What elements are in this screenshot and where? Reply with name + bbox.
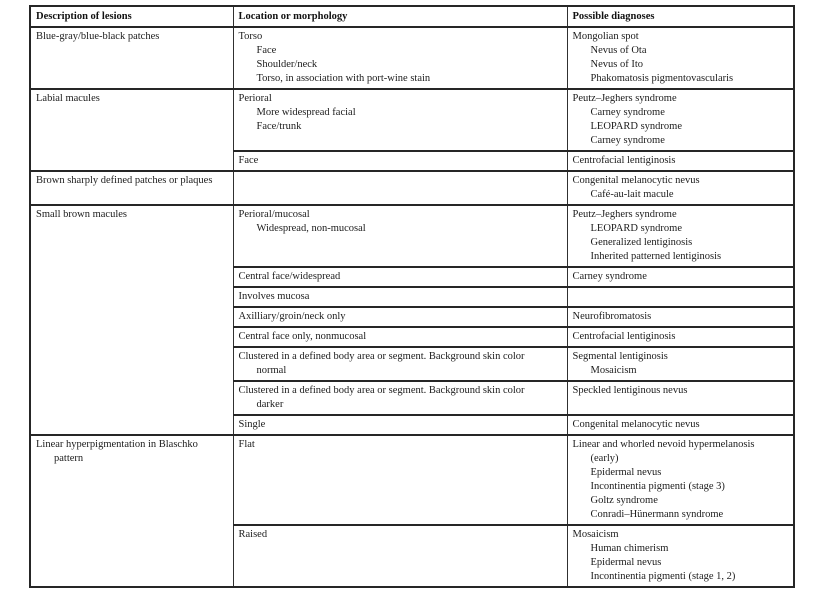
diagnoses-cell <box>567 89 794 151</box>
table-row <box>30 171 794 205</box>
cell-line: Human chimerism <box>590 543 669 554</box>
table-row <box>30 435 794 525</box>
cell-line: Congenital melanocytic nevus <box>572 419 700 430</box>
cell-line: More widespread facial <box>256 107 356 118</box>
cell-line: Clustered in a defined body area or segment. Background skin color <box>238 385 525 396</box>
cell-line: Carney syndrome <box>572 271 647 282</box>
location-cell <box>233 327 567 347</box>
cell-line: Phakomatosis pigmentovascularis <box>590 73 734 84</box>
description-cell <box>30 435 233 587</box>
cell-line: Torso <box>238 31 263 42</box>
cell-line: normal <box>256 365 287 376</box>
cell-line: Involves mucosa <box>238 291 310 302</box>
cell-line: Flat <box>238 439 255 450</box>
cell-line: Mongolian spot <box>572 31 639 42</box>
diagnoses-cell <box>567 205 794 267</box>
cell-line: Brown sharply defined patches or plaques <box>36 175 213 186</box>
cell-line: Axilliary/groin/neck only <box>238 311 346 322</box>
cell-line: Face <box>238 155 259 166</box>
cell-line: Peutz–Jeghers syndrome <box>572 93 677 104</box>
location-cell <box>233 205 567 267</box>
cell-line: Clustered in a defined body area or segment. Background skin color <box>238 351 525 362</box>
table-row <box>30 205 794 267</box>
cell-line: Nevus of Ota <box>590 45 647 56</box>
cell-line: Centrofacial lentiginosis <box>572 155 676 166</box>
cell-line: Nevus of Ito <box>590 59 643 70</box>
cell-line: Torso, in association with port-wine stain <box>256 73 431 84</box>
cell-line: LEOPARD syndrome <box>590 121 682 132</box>
cell-line: Conradi–Hünermann syndrome <box>590 509 724 520</box>
cell-line: Carney syndrome <box>590 107 665 118</box>
description-cell <box>30 89 233 171</box>
cell-line: pattern <box>54 453 84 464</box>
cell-line: Mosaicism <box>572 529 619 540</box>
cell-line: Congenital melanocytic nevus <box>572 175 700 186</box>
cell-line: Shoulder/neck <box>256 59 318 70</box>
cell-line: Blue-gray/blue-black patches <box>36 31 160 42</box>
location-cell <box>233 151 567 171</box>
diagnoses-cell <box>567 327 794 347</box>
diagnoses-cell <box>567 267 794 287</box>
diagnoses-cell <box>567 307 794 327</box>
col-header-description: Description of lesions <box>30 6 233 27</box>
cell-line: (early) <box>590 453 619 464</box>
cell-line: darker <box>256 399 284 410</box>
cell-line: Face/trunk <box>256 121 302 132</box>
cell-line: Widespread, non-mucosal <box>256 223 366 234</box>
cell-line: Linear hyperpigmentation in Blaschko <box>36 439 198 450</box>
cell-line: Face <box>256 45 277 56</box>
diagnoses-cell <box>567 347 794 381</box>
header-row <box>30 6 794 27</box>
col-header-location: Location or morphology <box>233 6 567 27</box>
location-cell <box>233 171 567 205</box>
diagnoses-cell <box>567 435 794 525</box>
diagnoses-cell <box>567 381 794 415</box>
table-row <box>30 89 794 151</box>
location-cell <box>233 381 567 415</box>
diagnoses-cell <box>567 287 794 307</box>
cell-line: Central face/widespread <box>238 271 341 282</box>
location-cell <box>233 27 567 89</box>
cell-line: Linear and whorled nevoid hypermelanosis <box>572 439 755 450</box>
diagnoses-cell <box>567 151 794 171</box>
table-body <box>30 27 794 587</box>
description-cell <box>30 171 233 205</box>
col-header-diagnoses: Possible diagnoses <box>567 6 794 27</box>
description-cell <box>30 205 233 435</box>
location-cell <box>233 347 567 381</box>
cell-line: Segmental lentiginosis <box>572 351 668 362</box>
cell-line: Incontinentia pigmenti (stage 1, 2) <box>590 571 736 582</box>
cell-line: Epidermal nevus <box>590 557 662 568</box>
cell-line: Peutz–Jeghers syndrome <box>572 209 677 220</box>
cell-line: Centrofacial lentiginosis <box>572 331 676 342</box>
description-cell <box>30 27 233 89</box>
cell-line: Goltz syndrome <box>590 495 658 506</box>
cell-line: Perioral/mucosal <box>238 209 310 220</box>
diagnoses-cell <box>567 27 794 89</box>
cell-line: Central face only, nonmucosal <box>238 331 367 342</box>
diagnoses-cell <box>567 525 794 587</box>
diagnoses-cell <box>567 415 794 435</box>
cell-line: Generalized lentiginosis <box>590 237 693 248</box>
location-cell <box>233 89 567 151</box>
location-cell <box>233 415 567 435</box>
lesion-diagnosis-table <box>29 5 795 588</box>
cell-line: Café-au-lait macule <box>590 189 674 200</box>
cell-line: Single <box>238 419 266 430</box>
cell-line: Neurofibromatosis <box>572 311 652 322</box>
location-cell <box>233 435 567 525</box>
cell-line: Small brown macules <box>36 209 127 220</box>
cell-line: Incontinentia pigmenti (stage 3) <box>590 481 725 492</box>
cell-line: LEOPARD syndrome <box>590 223 682 234</box>
diagnoses-cell <box>567 171 794 205</box>
cell-line: Raised <box>238 529 268 540</box>
cell-line: Epidermal nevus <box>590 467 662 478</box>
cell-line: Labial macules <box>36 93 100 104</box>
cell-line: Speckled lentiginous nevus <box>572 385 688 396</box>
cell-line: Inherited patterned lentiginosis <box>590 251 722 262</box>
cell-line: Mosaicism <box>590 365 637 376</box>
cell-line: Carney syndrome <box>590 135 665 146</box>
location-cell <box>233 287 567 307</box>
location-cell <box>233 307 567 327</box>
location-cell <box>233 525 567 587</box>
cell-line: Perioral <box>238 93 272 104</box>
location-cell <box>233 267 567 287</box>
table-row <box>30 27 794 89</box>
